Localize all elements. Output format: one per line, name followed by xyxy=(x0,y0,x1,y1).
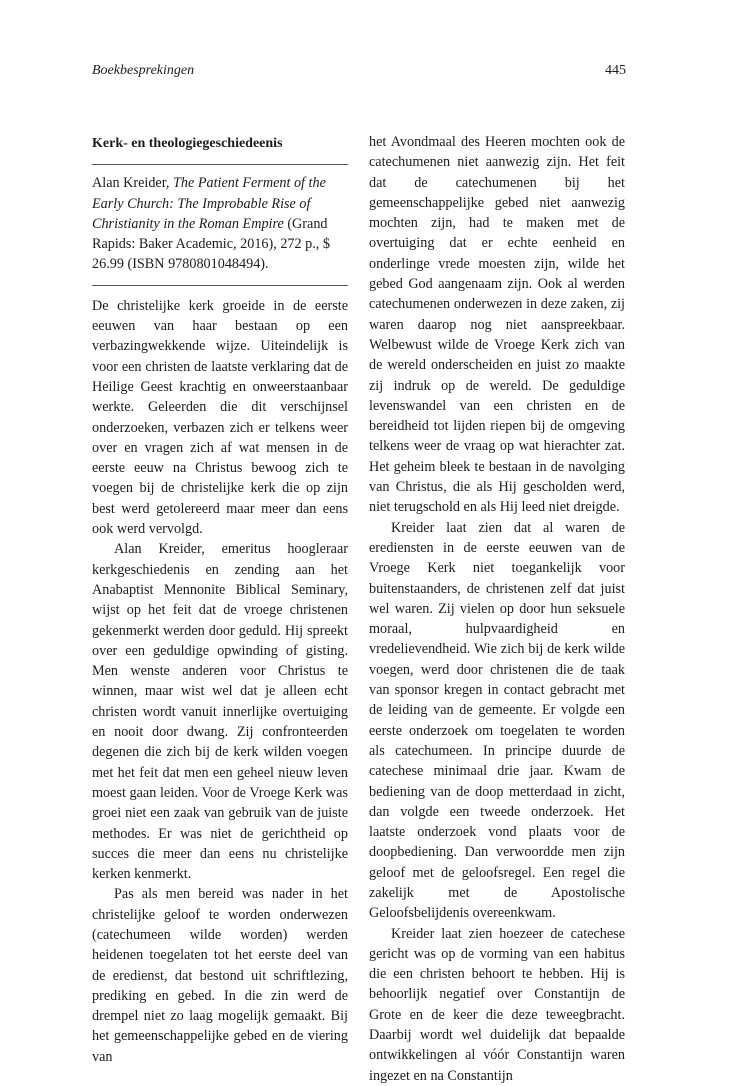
page-number: 445 xyxy=(605,63,626,78)
reference-rule xyxy=(92,285,348,286)
body-paragraph: Pas als men bereid was nader in het christelijke geloof te worden onderwezen (catechumeen wilde worden) werden heidenen toegelaten tot het eerste deel van de eredienst, dat bestond uit schriftlezing, prediking en gebed. In die zin werd de drempel niet zo laag mogelijk gemaakt. Bij het gemeenschappelijke gebed en de viering van xyxy=(92,886,348,1065)
body-paragraph: Kreider laat zien hoezeer de catechese gericht was op de vorming van een habitus die een christen behoort te hebben. Hij is behoorlijk negatief over Constantijn de Grote en de keer die deze teweegbracht. Daarbij wordt wel duidelijk dat bepaalde ontwikkelingen al vóór Constantijn waren ingezet en na Constantijn xyxy=(369,925,625,1084)
body-paragraph: Alan Kreider, emeritus hoogleraar kerkgeschiedenis en zending aan het Anabaptist Mennonite Biblical Seminary, wijst op het feit dat de vroege christenen gekenmerkt werden door geduld. Hij spreekt over een geduldige opwinding of gisting. Men wenste anderen voor Christus te winnen, maar wist wel dat je alleen echt christen wordt vanuit innerlijke overtuiging en nooit door dwang. Zij confronteerden degenen die zich bij de kerk wilden voegen met het feit dat men een geheel nieuw leven moest gaan leiden. Voor de Vroege Kerk was groei niet een zaak van gebruik van de juiste methodes. Er was niet de gerichtheid op succes die meer dan eens nu christelijke kerken kenmerkt. xyxy=(92,541,348,883)
running-header xyxy=(92,63,626,79)
book-author: Alan Kreider, xyxy=(92,175,173,192)
section-heading: Kerk- en theologiegeschiedeenis xyxy=(92,136,283,151)
body-paragraph: Kreider laat zien dat al waren de erediensten in de eerste eeuwen van de Vroege Kerk niet toegankelijk voor buitenstaanders, de christenen zelf dat juist wel waren. Zij vielen op door hun seksuele moraal, hulpvaardigheid en vredelievendheid. Wie zich bij de kerk wilde voegen, werd door christenen die de taak van sponsor kregen in contact gebracht met de leiding van de gemeente. Er volgde een eerste onderzoek om toegelaten te worden als catechumeen. In principe duurde de catechese minimaal drie jaar. Kwam de bediening van de doop metterdaad in zicht, dan volgde een tweede onderzoek. Het laatste onderzoek vond plaats voor de doopbediening. Dan verwoordde men zijn geloof met de geloofsregel. Een regel die zakelijk met de Apostolische Geloofsbelijdenis overeenkwam. xyxy=(369,519,625,922)
body-paragraph: het Avondmaal des Heeren mochten ook de catechumenen niet aanwezig zijn. Het feit dat de catechumenen bij het gemeenschappelijke gebed niet aanwezig mochten zijn, had te maken met de overtuiging dat er echte eenheid en onderlinge vrede moesten zijn, wilde het gebed God aangenaam zijn. Ook al werden catechumenen onderwezen in deze zaken, zij waren daarop nog niet aanspreekbaar. Welbewust wilde de Vroege Kerk zich van de wereld onderscheiden en juist zo maakte zij indruk op de wereld. De geduldige levenswandel van een christen en de bereidheid tot lijden riepen bij de omgeving telkens weer de vraag op wat hierachter zat. Het geheim bleek te bestaan in de navolging van Christus, die als Hij gescholden werd, niet terugschold en als Hij leed niet dreigde. xyxy=(369,134,625,516)
left-column xyxy=(92,128,348,1067)
heading-rule xyxy=(92,164,348,165)
book-reference xyxy=(92,173,348,274)
book-title: The Patient Ferment of the Early Church: The Improbable Rise of Christianity in the Roman Empire xyxy=(92,175,326,232)
body-paragraph: De christelijke kerk groeide in de eerste eeuwen van haar bestaan op een verbazingwekkende wijze. Uiteindelijk is voor een christen de laatste verklaring dat de Heilige Geest krachtig en onweerstaanbaar werkte. Geleerden die dit verschijnsel onderzoeken, verbazen zich er telkens weer over en vragen zich af wat mensen in de eerste eeuw na Christus bewoog zich te voegen bij de christelijke kerk die op zijn best werd getolereerd maar meer dan eens ook werd vervolgd. xyxy=(92,297,348,538)
running-title: Boekbesprekingen xyxy=(92,63,195,78)
right-column xyxy=(369,132,625,1086)
book-publication: (Grand Rapids: Baker Academic, 2016), 272 p., $ 26.99 (ISBN 9780801048494). xyxy=(92,215,330,273)
